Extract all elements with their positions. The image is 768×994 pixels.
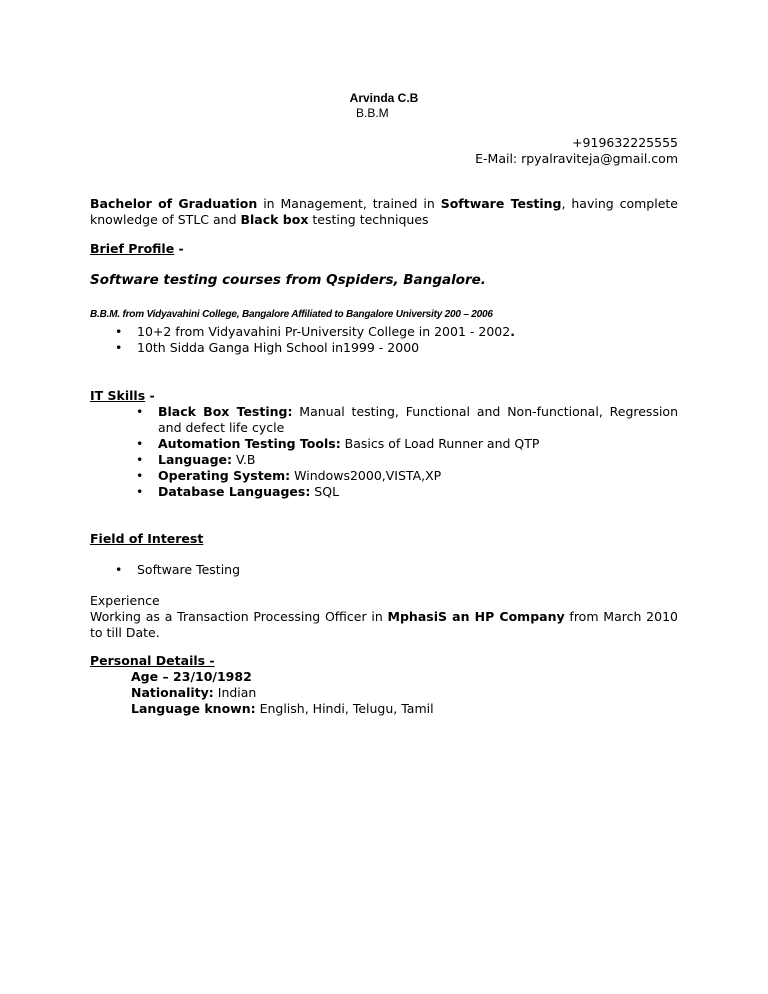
summary-text-3: testing techniques: [308, 212, 429, 227]
experience-line-1: [90, 609, 678, 625]
skill-value: Basics of Load Runner and QTP: [340, 436, 540, 451]
it-skills-title: IT Skills: [90, 388, 146, 403]
education-text: 10+2 from Vidyavahini Pr-University College in 2001 - 2002: [137, 324, 511, 339]
skill-label: Database Languages:: [158, 484, 311, 499]
it-skills-dash: -: [145, 388, 155, 403]
education-list: [115, 324, 515, 356]
skill-value: V.B: [232, 452, 256, 467]
experience-line-2: to till Date.: [90, 625, 160, 640]
it-skills-heading: [90, 388, 155, 404]
nationality-value: Indian: [213, 685, 257, 700]
languages-value: English, Hindi, Telugu, Tamil: [255, 701, 434, 716]
experience-company: MphasiS an HP Company: [387, 609, 565, 624]
bullet-icon: •: [115, 324, 123, 339]
bullet-icon: •: [136, 468, 144, 483]
summary-bold-black-box: Black box: [240, 212, 309, 227]
list-item: [115, 324, 515, 340]
nationality-line: [131, 685, 434, 701]
education-suffix: .: [510, 324, 515, 339]
age-value: Age – 23/10/1982: [131, 669, 252, 684]
list-item: [136, 452, 678, 468]
contact-block: [475, 135, 678, 167]
list-item: [136, 484, 678, 500]
field-of-interest-heading: Field of Interest: [90, 531, 204, 546]
personal-details-heading: Personal Details -: [90, 653, 215, 668]
summary-text-1: in Management, trained in: [257, 196, 441, 211]
skill-label: Black Box Testing:: [158, 404, 293, 419]
brief-profile-title: Brief Profile: [90, 241, 175, 256]
experience-section: [90, 593, 678, 641]
nationality-label: Nationality:: [131, 685, 214, 700]
experience-heading: Experience: [90, 593, 160, 608]
bullet-icon: •: [136, 452, 144, 467]
languages-line: [131, 701, 434, 717]
candidate-name: Arvinda C.B: [349, 91, 419, 105]
bullet-icon: •: [115, 340, 123, 355]
summary-bold-graduation: Bachelor of Graduation: [90, 196, 258, 211]
list-item: [115, 562, 241, 578]
skill-value: SQL: [310, 484, 340, 499]
skill-value: Manual testing, Functional and Non-functional, Regression and defect life cycle: [158, 404, 678, 435]
it-skills-list: [136, 404, 678, 500]
education-text: 10th Sidda Ganga High School in1999 - 2000: [137, 340, 420, 355]
personal-details-block: [131, 669, 434, 717]
skill-label: Operating System:: [158, 468, 291, 483]
skill-label: Automation Testing Tools:: [158, 436, 341, 451]
interest-text: Software Testing: [137, 562, 241, 577]
summary-bold-software-testing: Software Testing: [440, 196, 562, 211]
summary-paragraph: [90, 196, 678, 228]
list-item: [136, 468, 678, 484]
languages-label: Language known:: [131, 701, 256, 716]
summary-text-2: , having complete knowledge of STLC and: [90, 196, 678, 227]
list-item: [136, 404, 678, 436]
email-address: E-Mail: rpyalraviteja@gmail.com: [475, 151, 678, 166]
bullet-icon: •: [136, 436, 144, 451]
list-item: [136, 436, 678, 452]
skill-label: Language:: [158, 452, 233, 467]
skill-value: Windows2000,VISTA,XP: [290, 468, 442, 483]
brief-profile-heading: [90, 241, 184, 257]
bbm-line: B.B.M. from Vidyavahini College, Bangalore Affiliated to Bangalore University 200 – 2006: [90, 309, 493, 320]
experience-text-1: Working as a Transaction Processing Officer in: [90, 609, 388, 624]
age-line: [131, 669, 434, 685]
list-item: [115, 340, 515, 356]
bullet-icon: •: [136, 404, 144, 419]
course-line: Software testing courses from Qspiders, Bangalore.: [90, 272, 486, 288]
brief-profile-dash: -: [174, 241, 184, 256]
candidate-degree: B.B.M: [356, 106, 389, 120]
phone-number: +919632225555: [572, 135, 678, 150]
interest-list: [115, 562, 241, 578]
bullet-icon: •: [115, 562, 123, 577]
bullet-icon: •: [136, 484, 144, 499]
experience-text-2: from March 2010: [564, 609, 678, 624]
